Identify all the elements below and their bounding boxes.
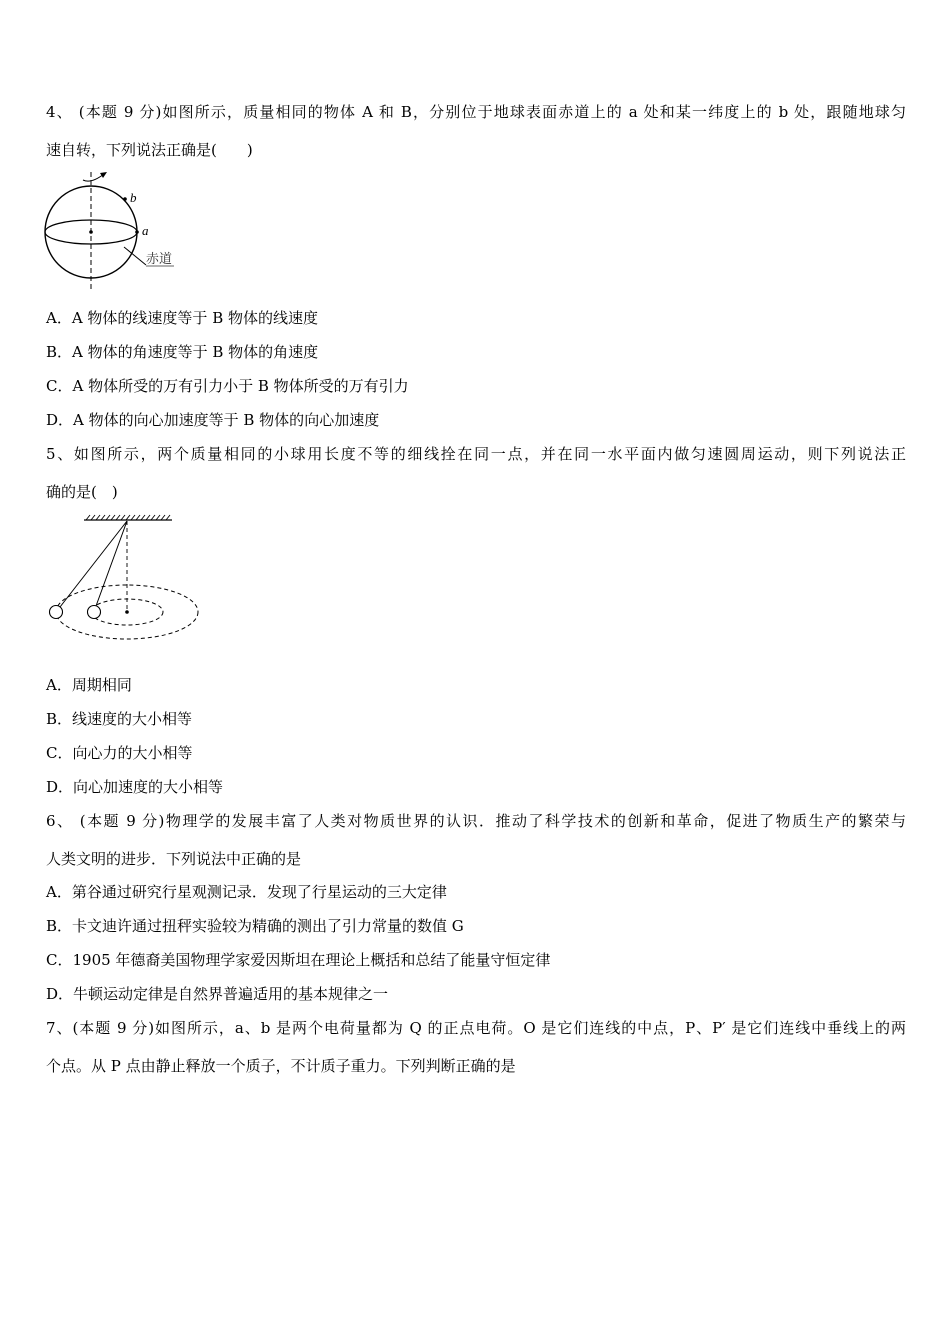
q6-stem-line2: 人类文明的进步．下列说法中正确的是: [46, 850, 302, 868]
q4-stem-line1: 4、 (本题 9 分)如图所示，质量相同的物体 A 和 B，分别位于地球表面赤道上的 a 处和某一纬度上的 b 处，跟随地球匀: [46, 103, 906, 121]
earth-rotation-figure: [40, 168, 180, 292]
rotation-arrow-icon: [83, 174, 104, 181]
q6-option-b: B．卡文迪许通过扭秤实验较为精确的测出了引力常量的数值 G: [46, 917, 464, 935]
q4-stem-line2: 速自转，下列说法正确是( ): [46, 141, 253, 159]
q7-stem-line2: 个点。从 P 点由静止释放一个质子，不计质子重力。下列判断正确的是: [46, 1057, 516, 1075]
q5-option-b: B．线速度的大小相等: [46, 710, 193, 728]
center-point: [89, 230, 93, 234]
q5-stem-line1: 5、如图所示，两个质量相同的小球用长度不等的细线拴在同一点，并在同一水平面内做匀速圆周运动，则下列说法正: [46, 445, 906, 463]
q4-option-d: D．A 物体的向心加速度等于 B 物体的向心加速度: [46, 411, 380, 429]
q4-option-c: C．A 物体所受的万有引力小于 B 物体所受的万有引力: [46, 377, 409, 395]
q5-stem-line2: 确的是( ): [46, 483, 118, 501]
point-a: [135, 230, 139, 234]
short-string: [96, 521, 127, 606]
equator-pointer: [124, 247, 146, 265]
q4-option-b: B．A 物体的角速度等于 B 物体的角速度: [46, 343, 319, 361]
q6-option-a: A．第谷通过研究行星观测记录．发现了行星运动的三大定律: [46, 883, 447, 901]
q6-option-c: C．1905 年德裔美国物理学家爱因斯坦在理论上概括和总结了能量守恒定律: [46, 951, 551, 969]
label-equator: 赤道: [146, 252, 173, 267]
label-b: b: [130, 190, 137, 205]
long-string: [60, 521, 127, 607]
point-b: [123, 197, 127, 201]
conical-pendulum-figure: [44, 512, 204, 648]
inner-ball: [88, 606, 101, 619]
q5-option-c: C．向心力的大小相等: [46, 744, 193, 762]
q5-option-a: A．周期相同: [46, 676, 132, 694]
outer-ball: [50, 606, 63, 619]
q6-stem-line1: 6、 (本题 9 分)物理学的发展丰富了人类对物质世界的认识．推动了科学技术的创新和革命，促进了物质生产的繁荣与: [46, 812, 906, 830]
center-point: [125, 610, 129, 614]
q4-option-a: A．A 物体的线速度等于 B 物体的线速度: [46, 309, 318, 327]
q6-option-d: D．牛顿运动定律是自然界普遍适用的基本规律之一: [46, 985, 389, 1003]
q7-stem-line1: 7、(本题 9 分)如图所示，a、b 是两个电荷量都为 Q 的正点电荷。O 是它们连线的中点，P、P′ 是它们连线中垂线上的两: [46, 1019, 906, 1037]
q5-option-d: D．向心加速度的大小相等: [46, 778, 224, 796]
label-a: a: [142, 223, 149, 238]
